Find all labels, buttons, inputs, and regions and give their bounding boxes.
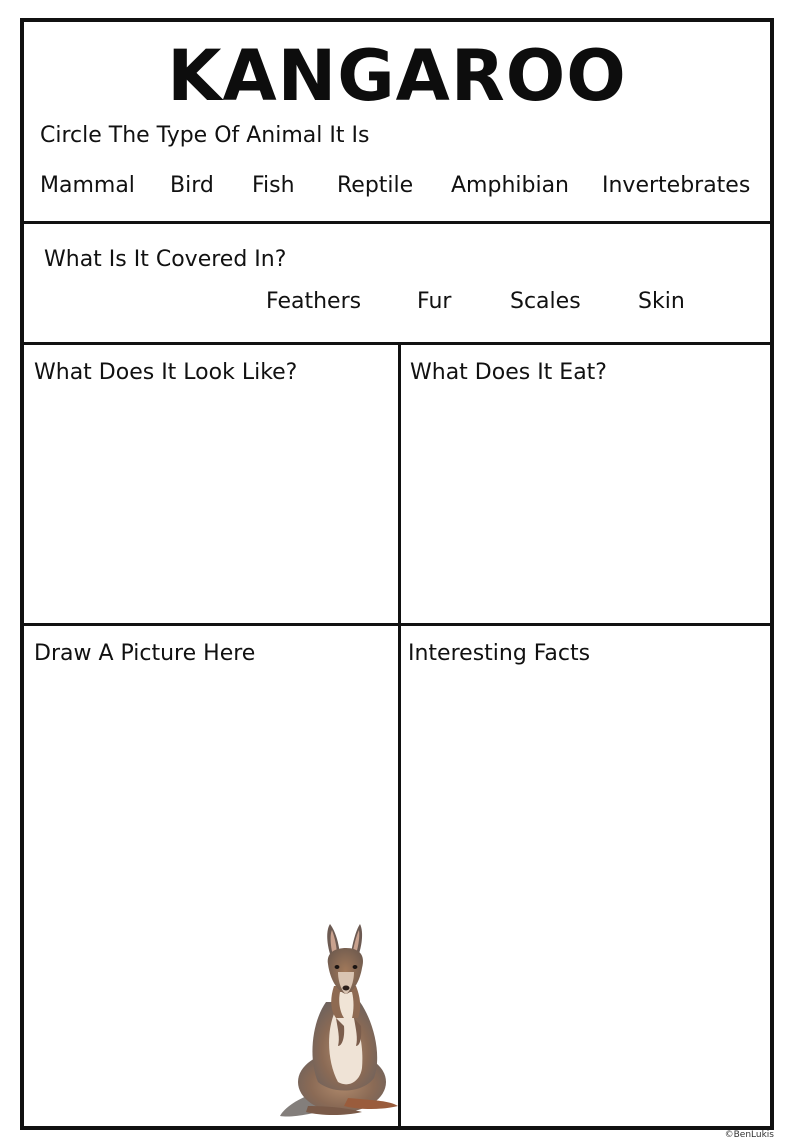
option-scales[interactable]: Scales bbox=[510, 289, 581, 314]
option-invertebrates[interactable]: Invertebrates bbox=[602, 173, 751, 198]
copyright-text: ©BenLukis bbox=[724, 1130, 774, 1140]
facts-label: Interesting Facts bbox=[408, 641, 591, 666]
kangaroo-icon bbox=[278, 922, 400, 1120]
row-divider bbox=[24, 623, 770, 626]
section-divider bbox=[24, 342, 770, 345]
covering-prompt: What Is It Covered In? bbox=[44, 247, 287, 272]
eat-label: What Does It Eat? bbox=[410, 360, 607, 385]
section-divider bbox=[24, 221, 770, 224]
option-reptile[interactable]: Reptile bbox=[337, 173, 414, 198]
option-feathers[interactable]: Feathers bbox=[266, 289, 362, 314]
worksheet bbox=[20, 18, 774, 1130]
option-skin[interactable]: Skin bbox=[638, 289, 685, 314]
page-title: KANGAROO bbox=[167, 35, 627, 117]
option-fur[interactable]: Fur bbox=[417, 289, 452, 314]
option-bird[interactable]: Bird bbox=[170, 173, 214, 198]
option-mammal[interactable]: Mammal bbox=[40, 173, 135, 198]
option-amphibian[interactable]: Amphibian bbox=[451, 173, 570, 198]
option-fish[interactable]: Fish bbox=[252, 173, 295, 198]
draw-label: Draw A Picture Here bbox=[34, 641, 256, 666]
look-like-label: What Does It Look Like? bbox=[34, 360, 298, 385]
animal-type-prompt: Circle The Type Of Animal It Is bbox=[40, 123, 370, 148]
